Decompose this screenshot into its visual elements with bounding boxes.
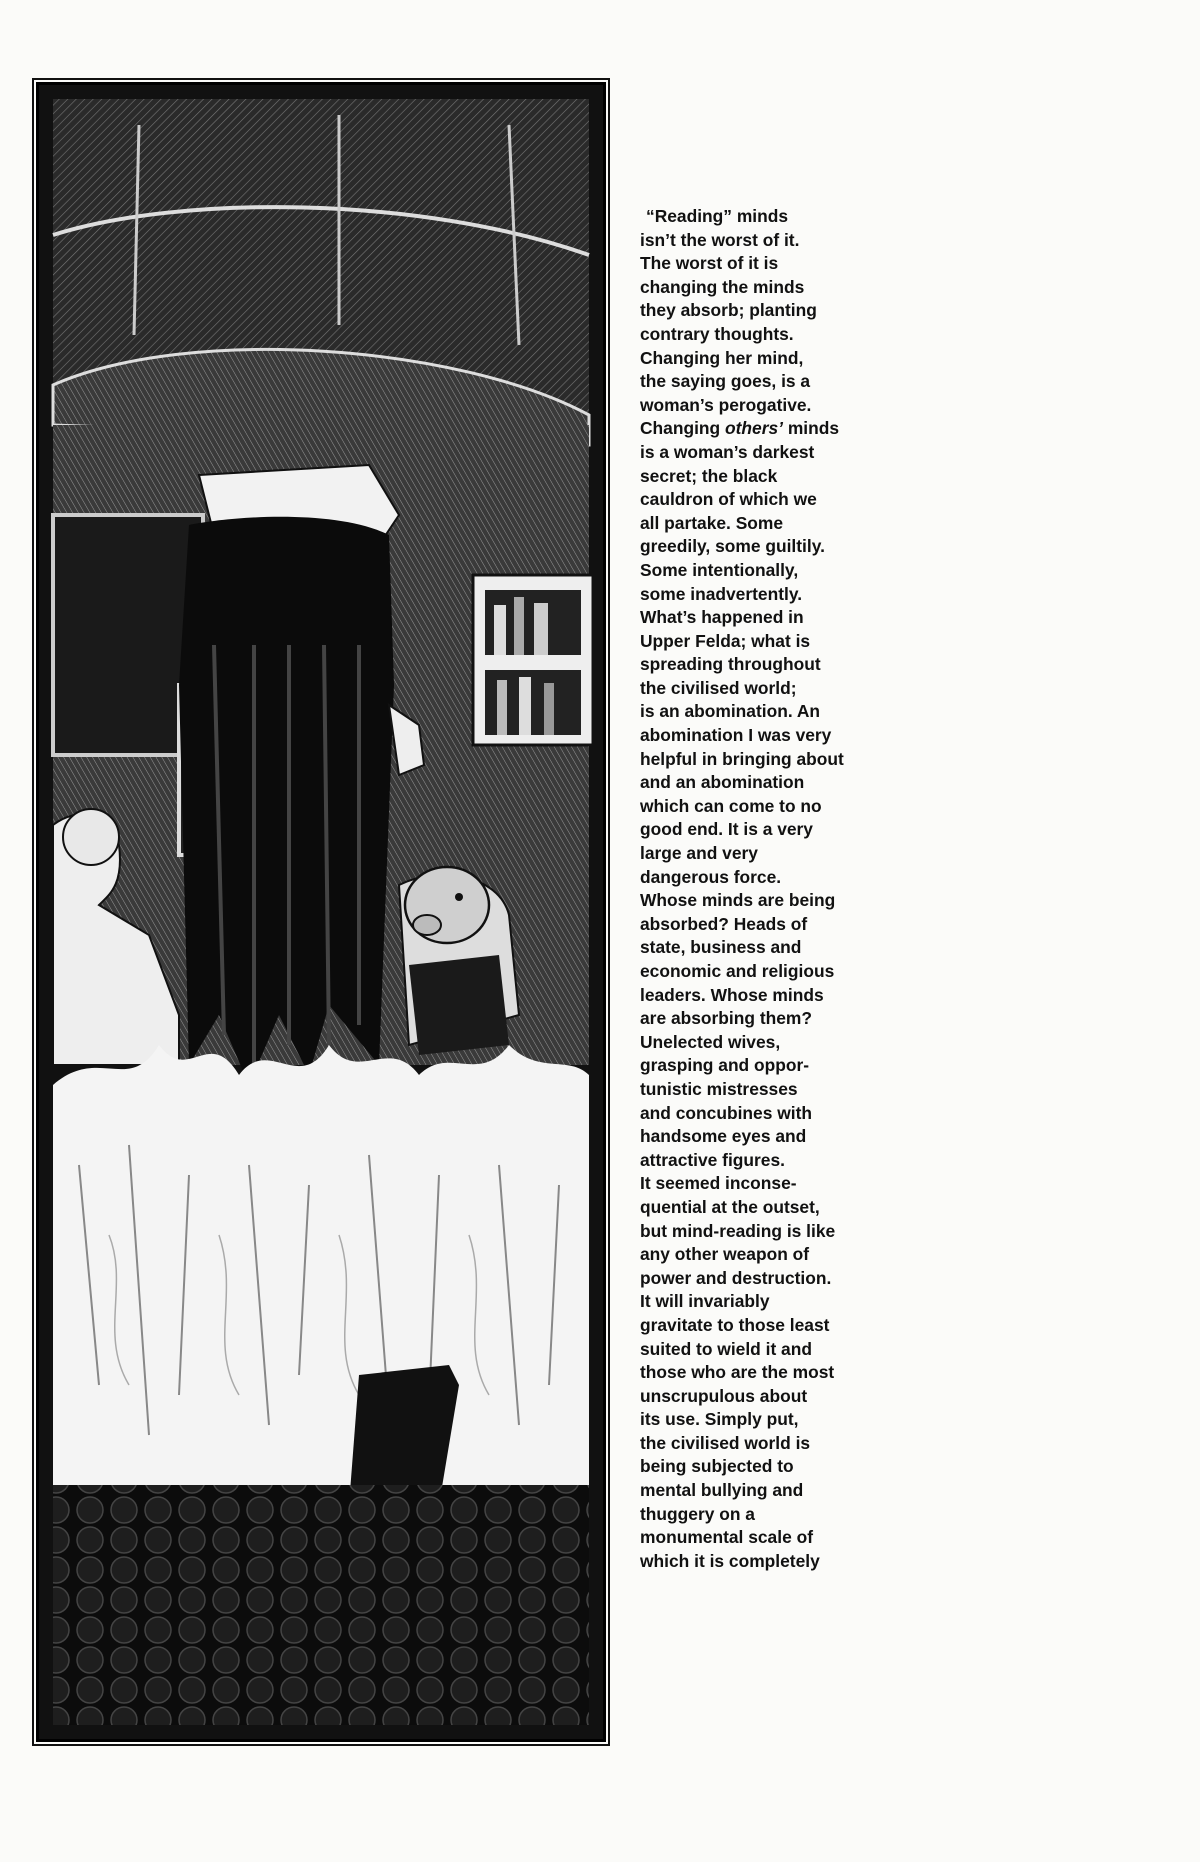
- text-line: secret; the black: [640, 465, 778, 486]
- text-line: greedily, some guiltily.: [640, 536, 825, 557]
- text-line: Changing her mind,: [640, 347, 804, 368]
- text-line: contrary thoughts.: [640, 323, 794, 344]
- text-line: What’s happened in: [640, 607, 804, 628]
- text-line: state, business and: [640, 937, 802, 958]
- text-line: spreading throughout: [640, 654, 821, 675]
- text-line: gravitate to those least: [640, 1314, 830, 1335]
- text-line: unscrupulous about: [640, 1385, 808, 1406]
- text-line: abomination I was very: [640, 725, 832, 746]
- text-line: “Reading” minds: [646, 206, 789, 226]
- text-line: isn’t the worst of it.: [640, 229, 800, 250]
- panel-illustration: [39, 85, 603, 1739]
- text-line: which it is completely: [640, 1550, 820, 1571]
- text-line: It will invariably: [640, 1291, 770, 1312]
- text-line: is an abomination. An: [640, 701, 821, 722]
- text-line: the civilised world is: [640, 1432, 811, 1453]
- text-line: but mind-reading is like: [640, 1220, 836, 1241]
- text-line: which can come to no: [640, 795, 822, 816]
- text-line: the civilised world;: [640, 677, 797, 698]
- text-line: the saying goes, is a: [640, 371, 811, 392]
- text-line: good end. It is a very: [640, 819, 813, 840]
- text-line: The worst of it is: [640, 253, 779, 274]
- text-line: and concubines with: [640, 1102, 812, 1123]
- text-line: absorbed? Heads of: [640, 913, 808, 934]
- text-line: monumental scale of: [640, 1527, 813, 1548]
- text-line: It seemed inconse-: [640, 1173, 797, 1194]
- text-line: is a woman’s darkest: [640, 441, 815, 462]
- text-line: those who are the most: [640, 1362, 835, 1383]
- text-line: Upper Felda; what is: [640, 630, 811, 651]
- text-line: Some intentionally,: [640, 559, 799, 580]
- coals: [53, 1485, 589, 1725]
- text-line: handsome eyes and: [640, 1126, 807, 1147]
- bookshelf: [473, 575, 593, 745]
- text-line: and an abomination: [640, 772, 805, 793]
- text-line: economic and religious: [640, 961, 835, 981]
- text-line: helpful in bringing about: [640, 748, 844, 769]
- fire: [53, 1045, 589, 1505]
- text-line: Unelected wives,: [640, 1031, 781, 1052]
- text-line: suited to wield it and: [640, 1338, 812, 1359]
- text-line: grasping and oppor-: [640, 1055, 810, 1076]
- text-line: large and very: [640, 843, 758, 864]
- text-line: any other weapon of: [640, 1244, 810, 1265]
- text-line: mental bullying and: [640, 1480, 804, 1501]
- text-line: power and destruction.: [640, 1267, 832, 1288]
- text-line: cauldron of which we: [640, 489, 817, 510]
- text-line: its use. Simply put,: [640, 1409, 799, 1430]
- text-line: some inadvertently.: [640, 583, 803, 604]
- text-line: they absorb; planting: [640, 300, 817, 321]
- text-fragment: minds: [783, 418, 840, 439]
- text-line: attractive figures.: [640, 1149, 785, 1170]
- emphasis-word: others’: [725, 418, 783, 439]
- text-line: Whose minds are being: [640, 890, 836, 911]
- text-fragment: Changing: [640, 418, 726, 439]
- text-line: are absorbing them?: [640, 1008, 813, 1029]
- comic-panel: [36, 82, 606, 1742]
- burning-log: [349, 1365, 459, 1505]
- text-line: quential at the outset,: [640, 1196, 820, 1217]
- text-line: being subjected to: [640, 1456, 794, 1477]
- text-line: tunistic mistresses: [640, 1078, 798, 1099]
- text-line: changing the minds: [640, 276, 805, 297]
- text-line: woman’s perogative.: [640, 394, 812, 415]
- text-line-emphasis: [640, 417, 870, 441]
- text-line: dangerous force.: [640, 866, 782, 887]
- narration-text: [640, 205, 870, 1573]
- text-line: thuggery on a: [640, 1503, 755, 1524]
- text-line: all partake. Some: [640, 512, 784, 533]
- text-line: leaders. Whose minds: [640, 984, 824, 1005]
